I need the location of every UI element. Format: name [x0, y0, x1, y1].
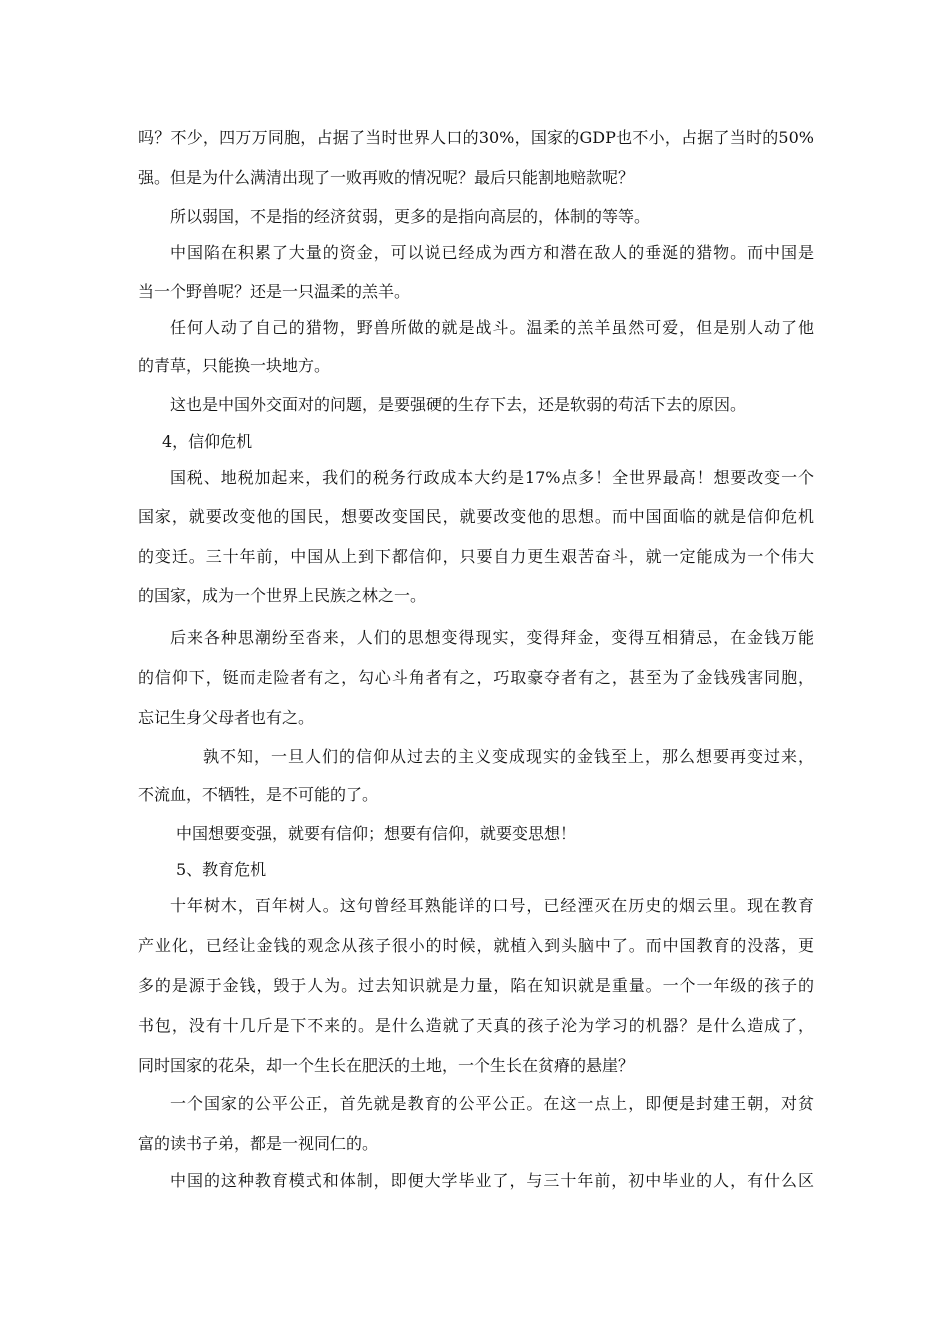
text-line: 这也是中国外交面对的问题，是要强硬的生存下去，还是软弱的苟活下去的原因。 [170, 395, 747, 414]
section-heading: 5、教育危机 [176, 860, 267, 879]
text-line: 一个国家的公平公正，首先就是教育的公平公正。在这一点上，即便是封建王朝，对贫 [170, 1094, 814, 1113]
text-line: 富的读书子弟，都是一视同仁的。 [138, 1134, 379, 1153]
text-line: 十年树木，百年树人。这句曾经耳熟能详的口号，已经湮灭在历史的烟云里。现在教育 [170, 896, 814, 915]
text-line: 中国陷在积累了大量的资金，可以说已经成为西方和潜在敌人的垂涎的猎物。而中国是 [170, 243, 814, 262]
text-line: 的青草，只能换一块地方。 [138, 356, 331, 375]
text-line: 国家，就要改变他的国民，想要改变国民，就要改变他的思想。而中国面临的就是信仰危机 [138, 507, 814, 526]
text-line: 中国的这种教育模式和体制，即便大学毕业了，与三十年前，初中毕业的人，有什么区 [170, 1171, 814, 1190]
text-line: 不流血，不牺牲，是不可能的了。 [138, 785, 379, 804]
text-line: 当一个野兽呢？还是一只温柔的羔羊。 [138, 282, 411, 301]
text-line: 任何人动了自己的猎物，野兽所做的就是战斗。温柔的羔羊虽然可爱，但是别人动了他 [170, 318, 814, 337]
text-line: 所以弱国，不是指的经济贫弱，更多的是指向高层的，体制的等等。 [170, 207, 651, 226]
text-line: 的变迁。三十年前，中国从上到下都信仰，只要自力更生艰苦奋斗，就一定能成为一个伟大 [138, 547, 814, 566]
text-line: 中国想要变强，就要有信仰；想要有信仰，就要变思想！ [176, 824, 577, 843]
text-line: 忘记生身父母者也有之。 [138, 708, 315, 727]
text-line: 强。但是为什么满清出现了一败再败的情况呢？最后只能割地赔款呢？ [138, 168, 635, 187]
text-line: 吗？不少，四万万同胞，占据了当时世界人口的30%，国家的GDP也不小，占据了当时的50% [138, 128, 814, 147]
text-line: 孰不知，一旦人们的信仰从过去的主义变成现实的金钱至上，那么想要再变过来， [203, 747, 814, 766]
section-heading: 4，信仰危机 [162, 432, 253, 451]
text-line: 书包，没有十几斤是下不来的。是什么造就了天真的孩子沦为学习的机器？是什么造成了， [138, 1016, 814, 1035]
text-line: 的国家，成为一个世界上民族之林之一。 [138, 586, 427, 605]
text-line: 国税、地税加起来，我们的税务行政成本大约是17%点多！全世界最高！想要改变一个 [170, 468, 814, 487]
text-line: 后来各种思潮纷至沓来，人们的思想变得现实，变得拜金，变得互相猜忌，在金钱万能 [170, 628, 814, 647]
text-line: 的信仰下，铤而走险者有之，勾心斗角者有之，巧取豪夺者有之，甚至为了金钱残害同胞， [138, 668, 814, 687]
text-line: 同时国家的花朵，却一个生长在肥沃的土地，一个生长在贫瘠的悬崖？ [138, 1056, 635, 1075]
text-line: 多的是源于金钱，毁于人为。过去知识就是力量，陷在知识就是重量。一个一年级的孩子的 [138, 976, 814, 995]
text-line: 产业化，已经让金钱的观念从孩子很小的时候，就植入到头脑中了。而中国教育的没落，更 [138, 936, 814, 955]
